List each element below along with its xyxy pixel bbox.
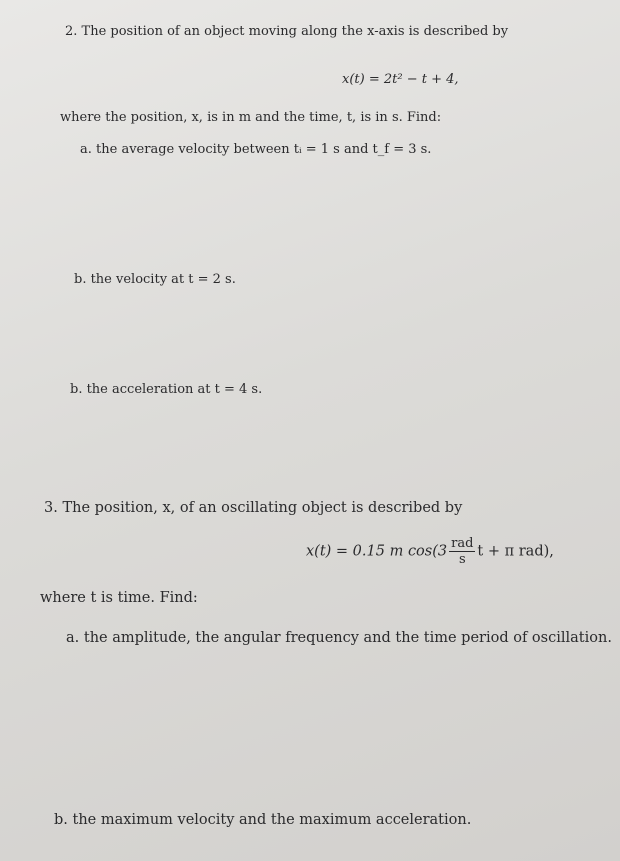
question-3-equation	[306, 536, 554, 567]
question-2-part-b-velocity: b. the velocity at t = 2 s.	[74, 272, 236, 287]
question-3-part-a: a. the amplitude, the angular frequency and the time period of oscillation.	[66, 630, 612, 646]
fraction-numerator: rad	[451, 536, 474, 551]
question-3-part-b: b. the maximum velocity and the maximum acceleration.	[54, 812, 472, 828]
question-2-part-a: a. the average velocity between tᵢ = 1 s and t_f = 3 s.	[80, 142, 432, 157]
question-2-where: where the position, x, is in m and the time, t, is in s. Find:	[60, 110, 442, 125]
fraction-denominator: s	[458, 552, 466, 567]
question-2-equation: x(t) = 2t² − t + 4,	[342, 72, 459, 87]
question-2-intro: 2. The position of an object moving along the x-axis is described by	[65, 24, 509, 39]
question-2-part-b-acceleration: b. the acceleration at t = 4 s.	[70, 382, 263, 397]
rad-per-s-fraction	[449, 536, 475, 567]
question-3-where: where t is time. Find:	[40, 590, 198, 606]
equation-left: x(t) = 0.15 m cos(3	[306, 543, 448, 560]
equation-right: t + π rad),	[477, 543, 554, 560]
question-3-intro: 3. The position, x, of an oscillating object is described by	[44, 500, 463, 516]
